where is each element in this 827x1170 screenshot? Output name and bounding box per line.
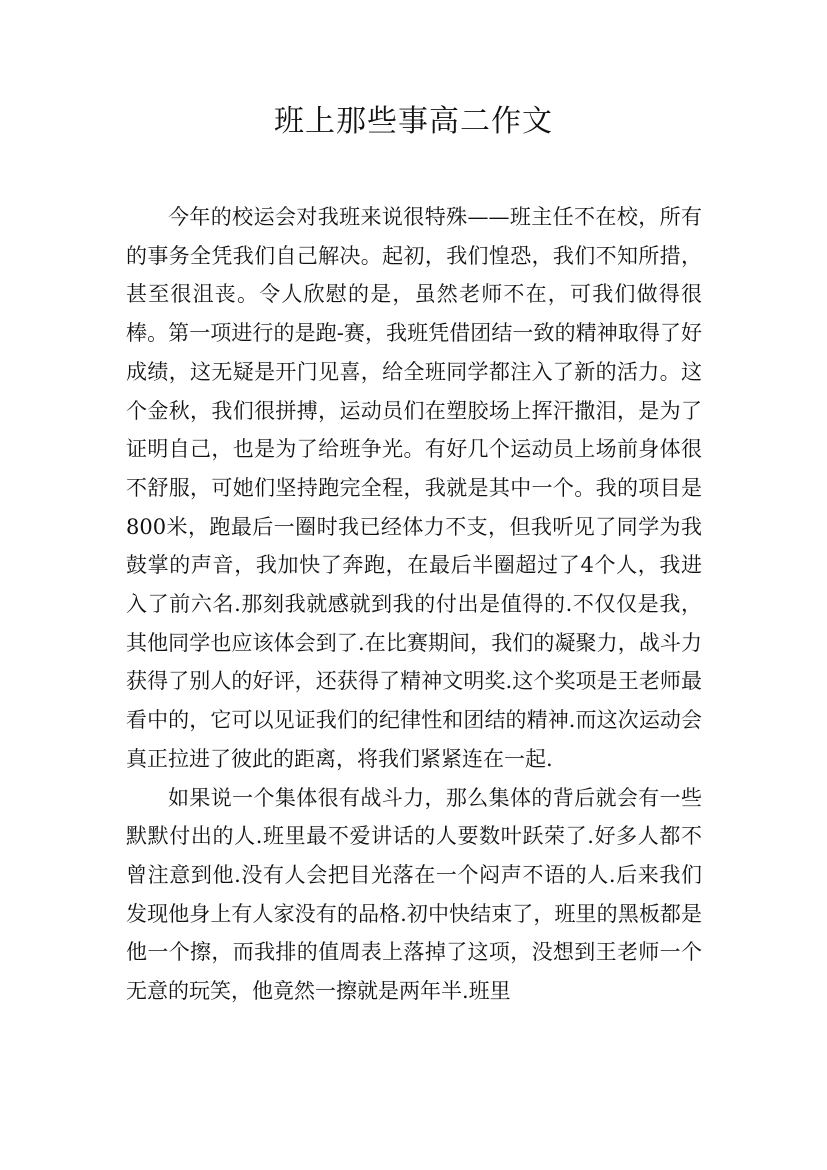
- document-body: [126, 198, 702, 1011]
- document-title: 班上那些事高二作文: [274, 104, 553, 139]
- paragraph-2: 如果说一个集体很有战斗力，那么集体的背后就会有一些默默付出的人.班里最不爱讲话的人要数叶跃荣了.好多人都不曾注意到他.没有人会把目光落在一个闷声不语的人.后来我们发现他身上有人家没有的品格.初中快结束了，班里的黑板都是他一个擦，而我排的值周表上落掉了这项，没想到王老师一个无意的玩笑，他竟然一擦就是两年半.班里: [126, 785, 702, 1004]
- paragraph-1: 今年的校运会对我班来说很特殊——班主任不在校，所有的事务全凭我们自己解决。起初，我们惶恐，我们不知所措，甚至很沮丧。令人欣慰的是，虽然老师不在，可我们做得很棒。第一项进行的是跑-赛，我班凭借团结一致的精神取得了好成绩，这无疑是开门见喜，给全班同学都注入了新的活力。这个金秋，我们很拼搏，运动员们在塑胶场上挥汗撒泪，是为了证明自己，也是为了给班争光。有好几个运动员上场前身体很不舒服，可她们坚持跑完全程，我就是其中一个。我的项目是800米，跑最后一圈时我已经体力不支，但我听见了同学为我鼓掌的声音，我加快了奔跑，在最后半圈超过了4个人，我进入了前六名.那刻我就感就到我的付出是值得的.不仅仅是我， 其他同学也应该体会到了.在比赛期间，我们的凝聚力，战斗力获得了别人的好评，还获得了精神文明奖.这个奖项是王老师最看中的，它可以见证我们的纪律性和团结的精神.而这次运动会真正拉进了彼此的距离，将我们紧紧连在一起.: [126, 205, 702, 771]
